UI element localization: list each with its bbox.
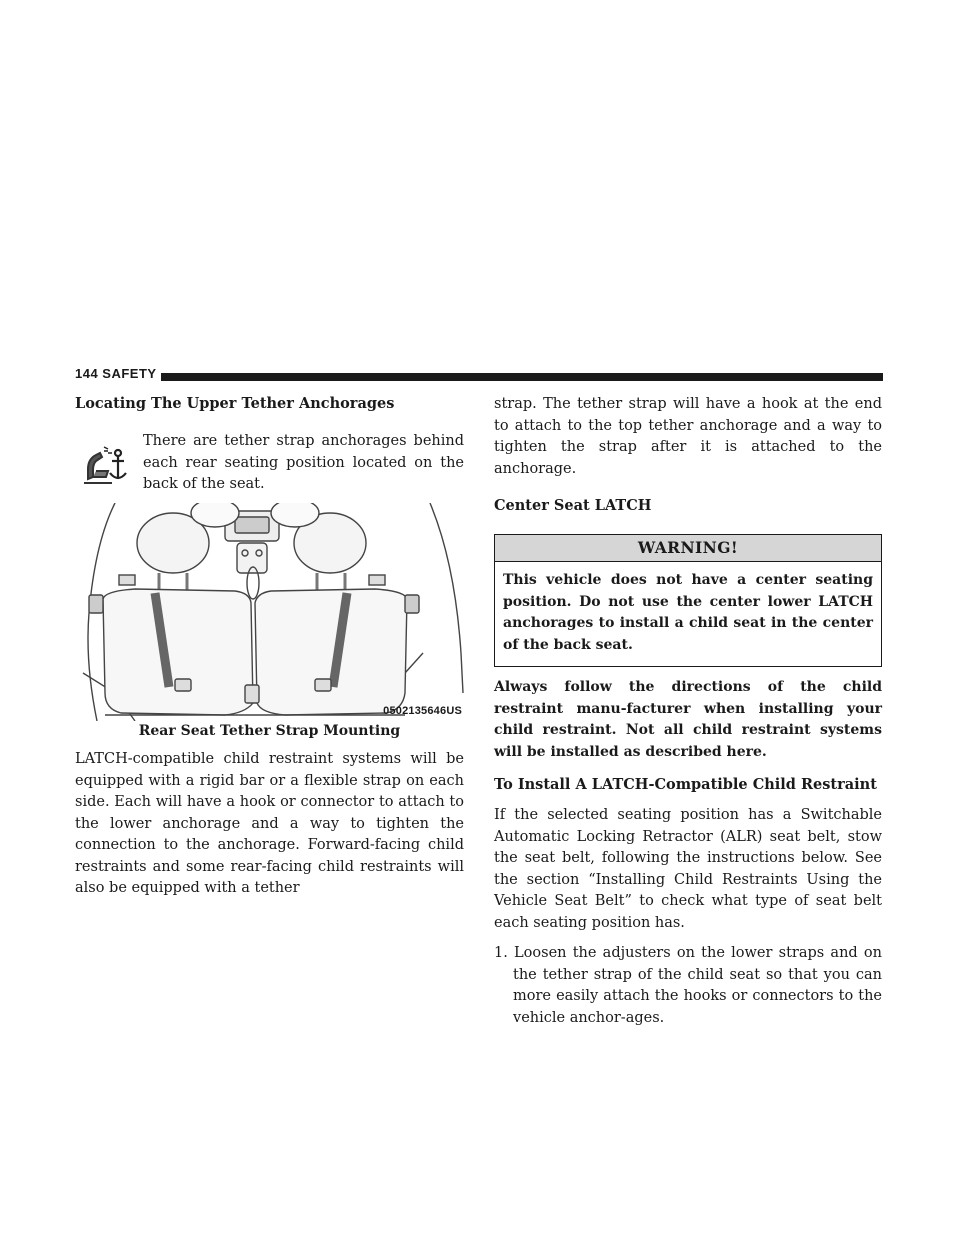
step-1: 1. Loosen the adjusters on the lower straps and on the tether strap of the child seat so that you can more easily attach the hooks or connectors to the vehicle anchor-ages. <box>494 945 882 1026</box>
heading-center-seat-latch: Center Seat LATCH <box>494 497 652 514</box>
rear-seat-figure <box>75 503 464 739</box>
warning-text: This vehicle does not have a center seating position. Do not use the center lower LATCH anchorages to install a child seat in the center of the back seat. <box>503 572 873 653</box>
icon-paragraph-text: There are tether strap anchorages behind each rear seating position located on the back of the seat. <box>143 433 464 492</box>
latch-paragraph: LATCH-compatible child restraint systems will be equipped with a rigid bar or a flexible strap on each side. Each will have a hook or connector to attach to the lower anchorage and a way to tighten the connection to the anchorage. Forward-facing child restraints and some rear-facing child restraints will also be equipped with a tether <box>75 751 464 896</box>
warning-box <box>494 534 882 667</box>
follow-directions-paragraph: Always follow the directions of the child restraint manu-facturer when installing your child restraint. Not all child restraint systems will be installed as described here. <box>494 679 882 760</box>
figure-code: 0502135646US <box>383 705 462 717</box>
page-header <box>75 366 883 382</box>
rear-seat-illustration <box>75 503 464 721</box>
install-steps <box>494 943 882 1029</box>
child-seat-anchor-icon <box>82 445 128 487</box>
left-column <box>75 394 464 900</box>
icon-paragraph <box>75 431 464 492</box>
heading-install-latch: To Install A LATCH-Compatible Child Restraint <box>494 776 877 793</box>
heading-upper-tether: Locating The Upper Tether Anchorages <box>75 395 395 412</box>
continued-paragraph: strap. The tether strap will have a hook at the end to attach to the top tether anchorage and a way to tighten the strap after it is attached to the anchorage. <box>494 396 882 477</box>
right-column <box>494 394 882 1029</box>
header-rule <box>161 373 883 381</box>
figure-caption: Rear Seat Tether Strap Mounting <box>138 723 401 739</box>
page-header-label: 144 SAFETY <box>75 366 163 382</box>
install-paragraph: If the selected seating position has a Switchable Automatic Locking Retractor (ALR) seat belt, stow the seat belt, following the instructions below. See the section “Installing Child Restraints Using the Vehicle Seat Belt” to check what type of seat belt each seating position has. <box>494 807 882 931</box>
list-item <box>494 943 882 1029</box>
warning-title: WARNING! <box>495 535 881 562</box>
